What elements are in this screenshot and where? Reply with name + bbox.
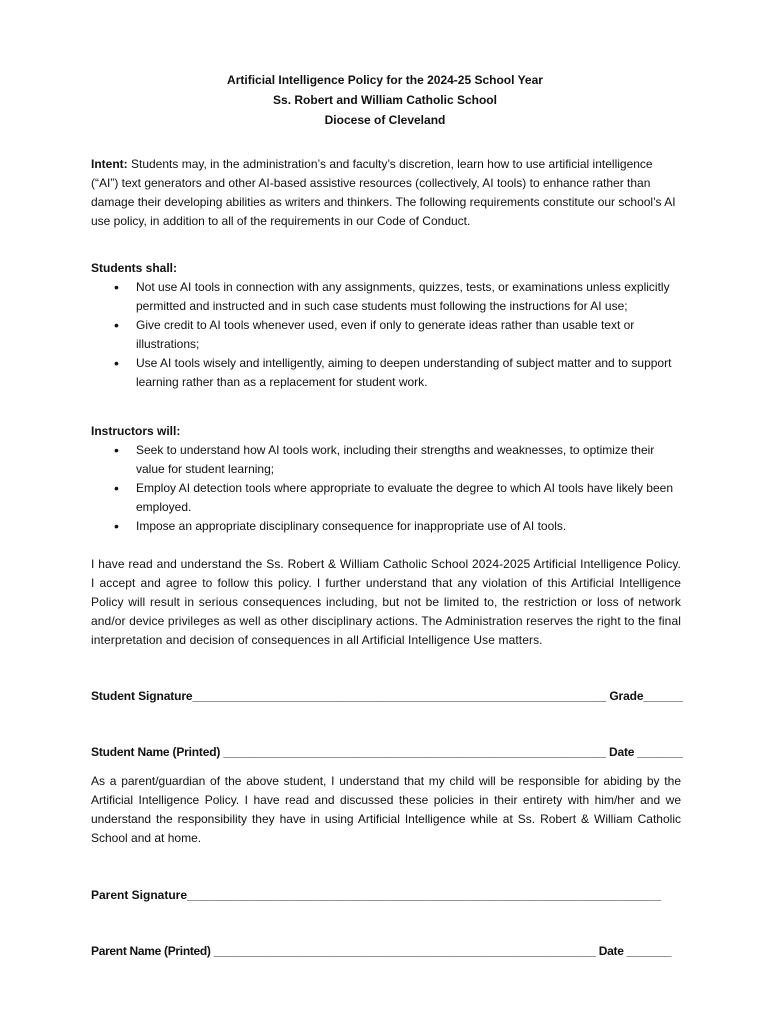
parent-name-line[interactable]: Parent Name (Printed) ____________________________________________________________ Date _______ xyxy=(91,944,672,958)
parent-signature-line[interactable]: Parent Signature_______________________________________________________________________ xyxy=(91,888,661,902)
list-item: • Impose an appropriate disciplinary consequence for inappropriate use of AI tools. xyxy=(136,517,681,536)
list-item: • Seek to understand how AI tools work, including their strengths and weaknesses, to optimize their value for student learning; xyxy=(136,441,681,479)
students-title: Students shall: xyxy=(91,261,178,275)
student-name-line[interactable]: Student Name (Printed) ___________________________________________________________ Date _______ xyxy=(91,745,683,759)
document-header xyxy=(0,70,770,130)
instructors-section xyxy=(91,422,681,536)
parent-statement: As a parent/guardian of the above student, I understand that my child will be responsible for abiding by the Artificial Intelligence Policy. I have read and discussed these policies in their entirety with him/her and we understand the responsibility they have in using Artificial Intelligence while at Ss. Robert & William Catholic School and at home. xyxy=(91,774,681,845)
students-section xyxy=(91,259,681,392)
list-item: • Not use AI tools in connection with any assignments, quizzes, tests, or examinations unless explicitly permitted and instructed and in such case students must following the instructions for AI use; xyxy=(136,278,681,316)
acknowledgement-paragraph: I have read and understand the Ss. Robert & William Catholic School 2024-2025 Artificial Intelligence Policy. I accept and agree to follow this policy. I further understand that any violation of this Artificial Intelligence Policy will result in serious consequences including, but not be limited to, the restriction or loss of network and/or device privileges as well as other disciplinary actions. The Administration reserves the right to the final interpretation and decision of consequences in all Artificial Intelligence Use matters. xyxy=(91,557,681,647)
school-name: Ss. Robert and William Catholic School xyxy=(273,93,497,107)
intent-label: Intent: xyxy=(91,157,128,171)
list-item: • Employ AI detection tools where appropriate to evaluate the degree to which AI tools have likely been employed. xyxy=(136,479,681,517)
instructors-list xyxy=(91,441,681,536)
intent-paragraph xyxy=(91,155,681,231)
intent-text: Students may, in the administration’s and faculty’s discretion, learn how to use artificial intelligence (“AI”) text generators and other AI-based assistive resources (collectively, AI tools) to enhance rather than damage their developing abilities as writers and thinkers. The following requirements constitute our school’s AI use policy, in addition to all of the requirements in our Code of Conduct. xyxy=(91,157,676,228)
student-signature-line[interactable]: Student Signature_______________________________________________________________ Grade______ xyxy=(91,689,683,703)
list-item: • Use AI tools wisely and intelligently, aiming to deepen understanding of subject matter and to support learning rather than as a replacement for student work. xyxy=(136,354,681,392)
policy-title: Artificial Intelligence Policy for the 2024-25 School Year xyxy=(227,73,543,87)
list-item: • Give credit to AI tools whenever used, even if only to generate ideas rather than usable text or illustrations; xyxy=(136,316,681,354)
students-list xyxy=(91,278,681,392)
instructors-title: Instructors will: xyxy=(91,424,181,438)
diocese-name: Diocese of Cleveland xyxy=(324,113,446,127)
